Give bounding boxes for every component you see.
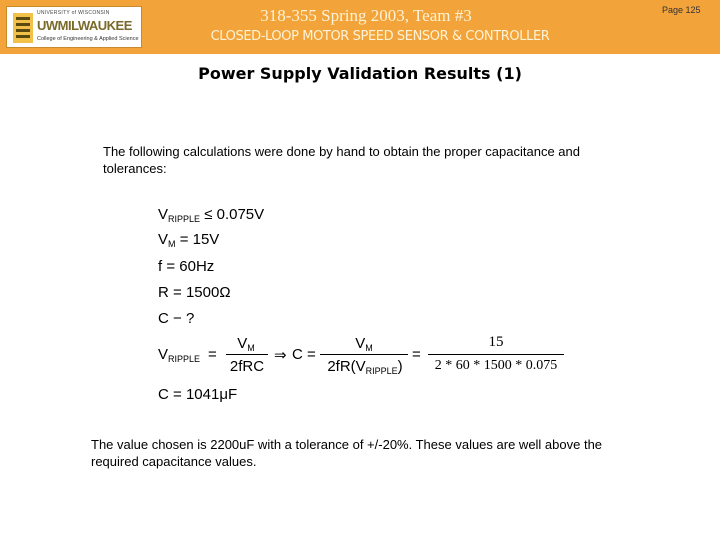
equation-v-m	[158, 231, 219, 249]
eq-subscript: M	[247, 343, 255, 353]
eq-symbol: V	[355, 335, 366, 352]
fraction3-denominator: 2 * 60 * 1500 * 0.075	[434, 358, 558, 373]
eq-text: )	[397, 358, 403, 375]
university-logo	[6, 6, 142, 48]
eq-subscript: RIPPLE	[168, 214, 201, 224]
eq-text: 2fR(V	[327, 358, 366, 375]
eq-symbol: f	[158, 258, 163, 275]
eq-subscript: M	[365, 343, 373, 353]
eq-value: 1500Ω	[185, 284, 231, 301]
equation-c-unknown	[158, 310, 194, 327]
fraction1-bar	[226, 354, 268, 355]
eq-value: ?	[185, 310, 195, 327]
uwm-shield-icon	[13, 13, 33, 43]
conclusion-paragraph: The value chosen is 2200uF with a tolerance of +/-20%. These values are well above the required capacitance values.	[91, 437, 603, 469]
fraction2-numerator	[320, 335, 408, 353]
eq-value: 1041μF	[185, 386, 238, 403]
eq-subscript: M	[168, 239, 176, 249]
eq-symbol: C	[158, 310, 169, 327]
eq-relation: =	[173, 284, 182, 301]
slide-title: Power Supply Validation Results (1)	[198, 64, 522, 83]
fraction1-denominator: 2fRC	[229, 358, 265, 375]
header-bar	[0, 0, 720, 54]
eq-subscript: RIPPLE	[168, 354, 201, 364]
eq-value: 15V	[192, 231, 220, 248]
eq-relation: =	[179, 231, 189, 248]
derivation-lhs	[158, 346, 200, 364]
eq-subscript: RIPPLE	[365, 366, 398, 376]
eq-symbol: V	[158, 206, 169, 223]
eq-value: 60Hz	[179, 258, 215, 275]
eq-symbol: V	[158, 346, 169, 363]
equation-frequency	[158, 258, 214, 275]
eq-relation: =	[166, 258, 176, 275]
equation-result	[158, 386, 237, 403]
eq-symbol: R	[158, 284, 169, 301]
page-number: Page 125	[662, 5, 701, 15]
intro-paragraph: The following calculations were done by hand to obtain the proper capacitance and tolerances:	[103, 144, 580, 176]
fraction3-numerator: 15	[488, 334, 504, 350]
fraction2-denominator	[318, 358, 412, 376]
derivation-equals: =	[208, 346, 217, 363]
logo-university-text: UNIVERSITY of WISCONSIN	[37, 10, 110, 16]
eq-relation: =	[173, 386, 182, 403]
logo-college-text: College of Engineering & Applied Science	[37, 36, 139, 42]
implies-arrow: ⇒	[274, 347, 287, 364]
fraction2-bar	[320, 354, 408, 355]
derivation-equals-2: =	[412, 346, 421, 363]
eq-symbol: V	[237, 335, 248, 352]
fraction3-bar	[428, 354, 564, 355]
equation-resistance	[158, 284, 231, 301]
eq-relation: ≤	[204, 206, 213, 223]
eq-value: 0.075V	[216, 206, 265, 223]
fraction1-numerator	[226, 335, 266, 353]
course-title: 318-355 Spring 2003, Team #3	[260, 6, 472, 25]
eq-symbol: C	[158, 386, 169, 403]
logo-uwm-text: UWMILWAUKEE	[37, 18, 132, 33]
eq-relation: −	[173, 310, 182, 327]
c-equals: C =	[292, 346, 316, 363]
project-subtitle: CLOSED-LOOP MOTOR SPEED SENSOR & CONTROLLER	[210, 29, 550, 44]
eq-symbol: V	[158, 231, 169, 248]
equation-v-ripple	[158, 206, 264, 224]
